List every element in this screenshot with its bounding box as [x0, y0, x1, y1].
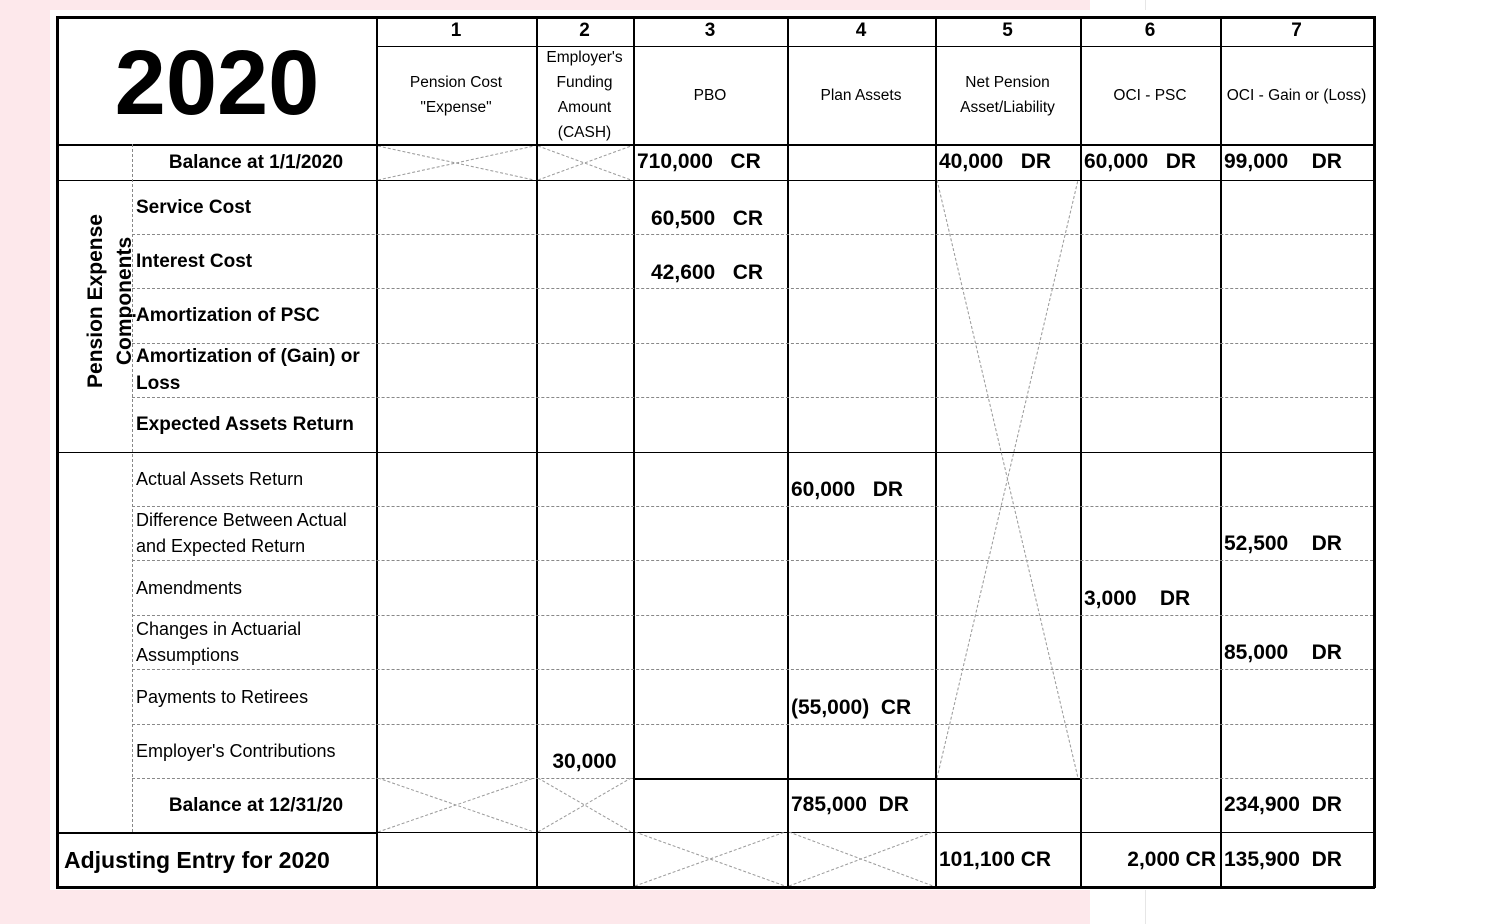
adjusting-value-cell: 2,000 CR — [1127, 848, 1216, 871]
blank-cross-mark — [789, 832, 933, 886]
column-header-1: Pension Cost "Expense" — [409, 74, 503, 116]
column-header-2: Employer's Funding Amount (CASH) — [546, 49, 623, 141]
value-cell: (55,000) CR — [791, 696, 912, 719]
value-cell: 60,500 CR — [651, 207, 764, 230]
pension-worksheet — [50, 10, 1382, 890]
column-number-5: 5 — [1002, 20, 1013, 41]
year-title: 2020 — [114, 32, 320, 134]
value-cell: 40,000 DR — [939, 150, 1052, 173]
row-label: Amortization of (Gain) or Loss — [136, 346, 360, 394]
column-header-3: PBO — [693, 86, 727, 104]
row-label: Payments to Retirees — [136, 686, 309, 707]
row-label: Expected Assets Return — [136, 414, 354, 435]
adjusting-value-cell: 101,100 CR — [939, 848, 1052, 871]
blank-cross-mark — [538, 146, 631, 180]
frame-right — [1373, 16, 1376, 888]
column-header-6: OCI - PSC — [1113, 86, 1187, 104]
row-label: Balance at 1/1/2020 — [168, 151, 344, 173]
column-number-4: 4 — [855, 20, 867, 41]
blank-cross-mark — [635, 832, 785, 886]
row-label: Amendments — [136, 577, 243, 598]
column-number-6: 6 — [1144, 20, 1156, 41]
value-cell: 30,000 — [552, 750, 617, 773]
value-cell: 60,000 DR — [1084, 150, 1197, 173]
row-label: Service Cost — [136, 196, 252, 218]
value-cell: 785,000 DR — [791, 793, 909, 816]
value-cell: 234,900 DR — [1224, 793, 1342, 816]
value-cell: 52,500 DR — [1224, 532, 1342, 555]
row-label: Actual Assets Return — [136, 469, 304, 489]
column-header-7: OCI - Gain or (Loss) — [1226, 86, 1367, 104]
column-header-4: Plan Assets — [820, 86, 902, 104]
row-label: Employer's Contributions — [136, 741, 336, 761]
value-cell: 710,000 CR — [637, 150, 761, 173]
row-label: Changes in Actuarial Assumptions — [136, 619, 302, 665]
row-label: Interest Cost — [136, 250, 253, 272]
value-cell: 99,000 DR — [1224, 150, 1342, 173]
column-number-2: 2 — [579, 20, 590, 41]
row-label: Difference Between Actual and Expected Return — [136, 510, 347, 556]
value-cell: 3,000 DR — [1084, 587, 1191, 610]
adjusting-entry-label: Adjusting Entry for 2020 — [64, 846, 330, 873]
adjusting-value-cell: 135,900 DR — [1224, 848, 1342, 871]
column-number-3: 3 — [704, 20, 716, 41]
value-cell: 42,600 CR — [651, 261, 764, 284]
blank-cross-mark — [378, 778, 534, 832]
blank-cross-mark — [378, 146, 534, 180]
side-label-line1: Pension Expense — [84, 214, 107, 388]
blank-cross-mark — [937, 180, 1078, 778]
row-label: Amortization of PSC — [136, 305, 320, 326]
side-label-line2: Components — [113, 236, 136, 366]
row-label: Balance at 12/31/20 — [168, 794, 344, 816]
column-number-7: 7 — [1291, 20, 1302, 41]
column-number-1: 1 — [450, 20, 462, 41]
value-cell: 60,000 DR — [791, 478, 904, 501]
blank-cross-mark — [538, 778, 631, 832]
value-cell: 85,000 DR — [1224, 641, 1342, 664]
column-header-5: Net Pension Asset/Liability — [960, 74, 1055, 116]
